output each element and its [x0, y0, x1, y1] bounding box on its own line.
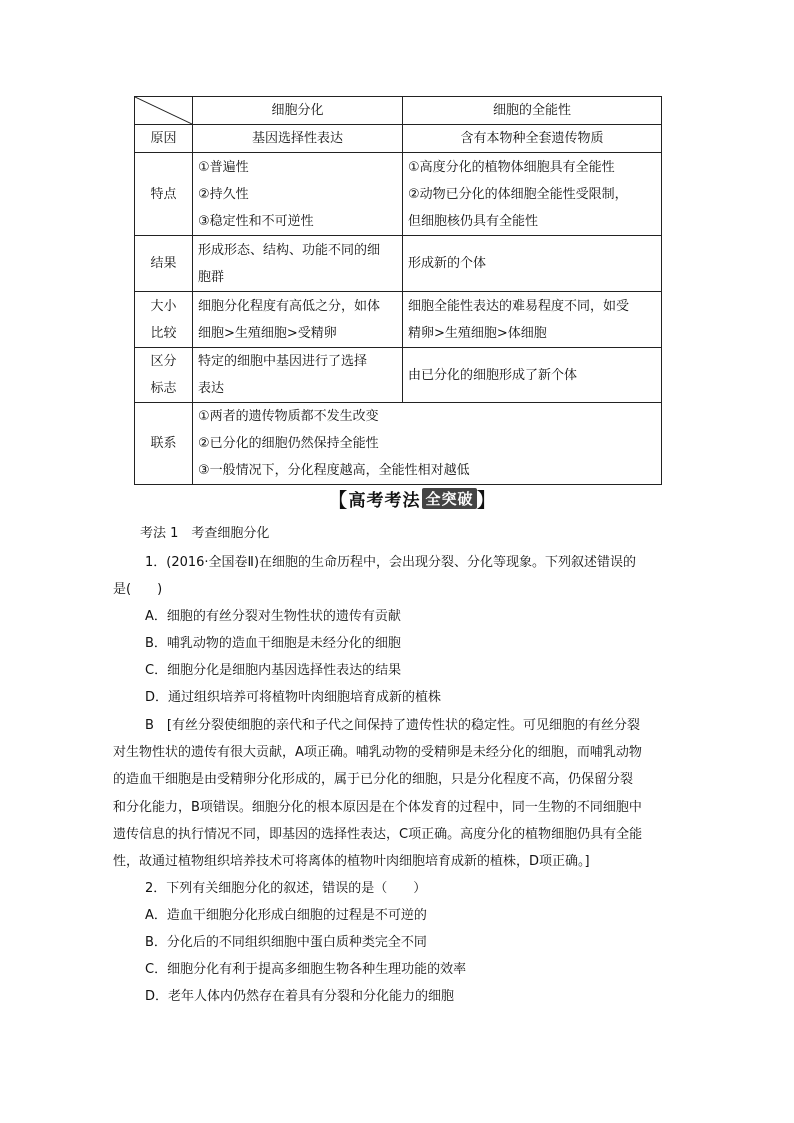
comparison-table: [134, 96, 662, 485]
banner-highlight: 全突破: [422, 488, 476, 509]
section-banner: [325, 485, 500, 511]
q1-answer-line-3: 的造血干细胞是由受精卵分化形成的，属于已分化的细胞，只是分化程度不高，仍保留分裂: [113, 772, 634, 787]
q1-answer-line-5: 遗传信息的执行情况不同，即基因的选择性表达，C项正确。高度分化的植物细胞仍具有全能: [113, 827, 643, 842]
cell-diff-marker: 特定的细胞中基因进行了选择 表达: [193, 348, 403, 403]
q2-option-d: D．老年人体内仍然存在着具有分裂和分化能力的细胞: [145, 989, 455, 1004]
cell-diff-cause: 基因选择性表达: [193, 125, 403, 153]
banner-right-bracket: 】: [476, 487, 498, 512]
diagonal-header-cell: [135, 97, 193, 125]
row-category-marker: 区分 标志: [135, 348, 193, 403]
header-differentiation: 细胞分化: [193, 97, 403, 125]
banner-left-bracket: 【: [327, 487, 349, 512]
cell-toti-comparison: 细胞全能性表达的难易程度不同，如受 精卵>生殖细胞>体细胞: [403, 292, 662, 348]
q1-stem-line-1: 1．(2016·全国卷Ⅱ)在细胞的生命历程中，会出现分裂、分化等现象。下列叙述错误的: [145, 555, 637, 570]
cell-diff-features: ①普遍性 ②持久性 ③稳定性和不可逆性: [193, 153, 403, 236]
q1-answer-line-2: 对生物性状的遗传有很大贡献，A项正确。哺乳动物的受精卵是未经分化的细胞，而哺乳动物: [113, 745, 642, 760]
row-category-cause: 原因: [135, 125, 193, 153]
row-category-features: 特点: [135, 153, 193, 236]
q2-option-c: C．细胞分化有利于提高多细胞生物各种生理功能的效率: [145, 962, 467, 977]
cell-toti-marker: 由已分化的细胞形成了新个体: [403, 348, 662, 403]
cell-toti-features: ①高度分化的植物体细胞具有全能性 ②动物已分化的体细胞全能性受限制， 但细胞核仍具有全能性: [403, 153, 662, 236]
row-category-relation: 联系: [135, 403, 193, 485]
cell-toti-result: 形成新的个体: [403, 236, 662, 292]
q2-option-b: B．分化后的不同组织细胞中蛋白质种类完全不同: [145, 935, 427, 950]
diagonal-line: [135, 97, 192, 124]
q1-answer-line-4: 和分化能力，B项错误。细胞分化的根本原因是在个体发育的过程中，同一生物的不同细胞中: [113, 800, 642, 815]
q1-option-d: D．通过组织培养可将植物叶肉细胞培育成新的植株: [145, 690, 442, 705]
header-totipotency: 细胞的全能性: [403, 97, 662, 125]
q1-option-a: A．细胞的有丝分裂对生物性状的遗传有贡献: [145, 609, 401, 624]
q1-option-c: C．细胞分化是细胞内基因选择性表达的结果: [145, 663, 402, 678]
cell-toti-cause: 含有本物种全套遗传物质: [403, 125, 662, 153]
cell-diff-result: 形成形态、结构、功能不同的细 胞群: [193, 236, 403, 292]
q1-stem-line-2: 是( ): [113, 582, 163, 597]
row-category-result: 结果: [135, 236, 193, 292]
row-category-comparison: 大小 比较: [135, 292, 193, 348]
q1-answer-line-1: B [有丝分裂使细胞的亲代和子代之间保持了遗传性状的稳定性。可见细胞的有丝分裂: [145, 718, 640, 733]
cell-diff-comparison: 细胞分化程度有高低之分，如体 细胞>生殖细胞>受精卵: [193, 292, 403, 348]
banner-title: 高考考法: [348, 490, 421, 511]
cell-relation-merged: ①两者的遗传物质都不发生改变 ②已分化的细胞仍然保持全能性 ③一般情况下，分化程度越高，全能性相对越低: [193, 403, 662, 485]
q2-option-a: A．造血干细胞分化形成白细胞的过程是不可逆的: [145, 908, 427, 923]
q2-stem: 2．下列有关细胞分化的叙述，错误的是（ ）: [145, 881, 427, 896]
q1-answer-line-6: 性，故通过植物组织培养技术可将离体的植物叶肉细胞培育成新的植株，D项正确。]: [113, 854, 590, 869]
section-title: 考法 1 考查细胞分化: [140, 526, 270, 541]
q1-option-b: B．哺乳动物的造血干细胞是未经分化的细胞: [145, 636, 401, 651]
